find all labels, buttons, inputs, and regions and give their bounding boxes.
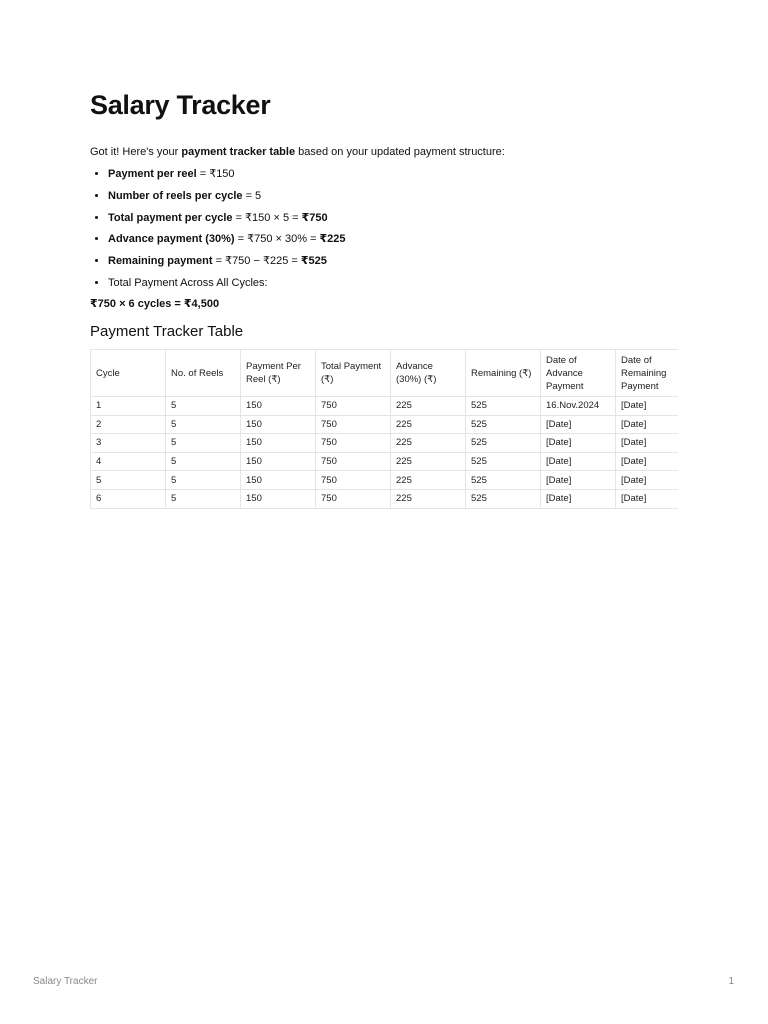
table-cell: 225 [391, 434, 466, 453]
table-cell: 150 [241, 397, 316, 416]
table-cell: 4 [91, 452, 166, 471]
table-cell: 150 [241, 434, 316, 453]
intro-paragraph [90, 146, 505, 158]
bullet-label: Number of reels per cycle [108, 189, 243, 202]
table-cell: 525 [466, 489, 541, 508]
list-item [108, 229, 346, 251]
bullet-label: Payment per reel [108, 168, 197, 180]
table-cell: [Date] [616, 471, 693, 490]
table-cell: [Date] [541, 452, 616, 471]
table-cell: 5 [166, 434, 241, 453]
bullet-text: = ₹750 − ₹225 = [212, 255, 301, 268]
list-item [108, 164, 346, 186]
table-cell: 225 [391, 415, 466, 434]
table-cell: [Date] [616, 397, 693, 416]
total-payment-line: ₹750 × 6 cycles = ₹4,500 [90, 298, 220, 310]
table-cell: 5 [166, 415, 241, 434]
table-row [91, 489, 693, 508]
payment-structure-list [90, 164, 346, 295]
column-header: Cycle [91, 350, 166, 397]
table-cell: 150 [241, 489, 316, 508]
column-header: Advance (30%) (₹) [391, 350, 466, 397]
table-cell: 3 [91, 434, 166, 453]
table-cell: 5 [166, 397, 241, 416]
column-header: No. of Reels [166, 350, 241, 397]
table-row [91, 434, 693, 453]
bullet-text: Total Payment Across All Cycles: [108, 276, 268, 289]
column-header: Total Payment (₹) [316, 350, 391, 397]
table-cell: 5 [166, 471, 241, 490]
table-cell: 5 [91, 471, 166, 490]
table-cell: 525 [466, 415, 541, 434]
table-cell: [Date] [616, 452, 693, 471]
table-row [91, 471, 693, 490]
table-cell: 750 [316, 434, 391, 453]
footer-title: Salary Tracker [33, 976, 98, 987]
payment-tracker-table [90, 349, 693, 509]
table-cell: 750 [316, 471, 391, 490]
table-cell: 750 [316, 452, 391, 471]
table-cell: 525 [466, 397, 541, 416]
column-header: Payment Per Reel (₹) [241, 350, 316, 397]
table-cell: 225 [391, 489, 466, 508]
table-overflow-mask [678, 345, 698, 515]
table-row [91, 452, 693, 471]
table-cell: 750 [316, 415, 391, 434]
table-row [91, 397, 693, 416]
table-cell: 16.Nov.2024 [541, 397, 616, 416]
table-cell: 750 [316, 489, 391, 508]
table-header-row [91, 350, 693, 397]
bullet-label: Remaining payment [108, 255, 213, 268]
list-item [108, 251, 346, 273]
table-cell: [Date] [541, 434, 616, 453]
bullet-label: Total payment per cycle [108, 211, 233, 224]
table-title: Payment Tracker Table [90, 323, 244, 340]
list-item [108, 208, 346, 230]
bullet-result: ₹525 [300, 255, 327, 268]
table-cell: 225 [391, 397, 466, 416]
list-item [108, 186, 346, 208]
table-cell: 225 [391, 452, 466, 471]
table-cell: [Date] [541, 415, 616, 434]
table-cell: 150 [241, 452, 316, 471]
table-cell: 525 [466, 452, 541, 471]
intro-prefix: Got it! Here's your [90, 146, 182, 158]
table-cell: 150 [241, 415, 316, 434]
list-item [108, 273, 346, 295]
bullet-result: ₹225 [319, 233, 346, 246]
table-cell: 525 [466, 471, 541, 490]
table-cell: 1 [91, 397, 166, 416]
table-cell: [Date] [616, 415, 693, 434]
table-cell: [Date] [616, 434, 693, 453]
column-header: Date of Remaining Payment [616, 350, 693, 397]
bullet-text: = ₹750 × 30% = [234, 233, 320, 246]
table-cell: 150 [241, 471, 316, 490]
column-header: Remaining (₹) [466, 350, 541, 397]
table-cell: 5 [166, 489, 241, 508]
bullet-label: Advance payment (30%) [108, 233, 235, 246]
table-cell: 5 [166, 452, 241, 471]
table-cell: [Date] [541, 471, 616, 490]
table-cell: 525 [466, 434, 541, 453]
footer-page-number: 1 [728, 976, 734, 987]
intro-suffix: based on your updated payment structure: [295, 146, 505, 158]
page-title: Salary Tracker [90, 90, 271, 120]
table-cell: [Date] [616, 489, 693, 508]
table-cell: 225 [391, 471, 466, 490]
table-cell: 750 [316, 397, 391, 416]
column-header: Date of Advance Payment [541, 350, 616, 397]
bullet-text: = ₹150 × 5 = [232, 211, 302, 224]
table-cell: 2 [91, 415, 166, 434]
table-cell: [Date] [541, 489, 616, 508]
bullet-text: = ₹150 [196, 168, 235, 180]
table-cell: 6 [91, 489, 166, 508]
bullet-text: = 5 [242, 189, 262, 202]
bullet-result: ₹750 [301, 211, 328, 224]
intro-bold: payment tracker table [181, 146, 296, 158]
table-row [91, 415, 693, 434]
